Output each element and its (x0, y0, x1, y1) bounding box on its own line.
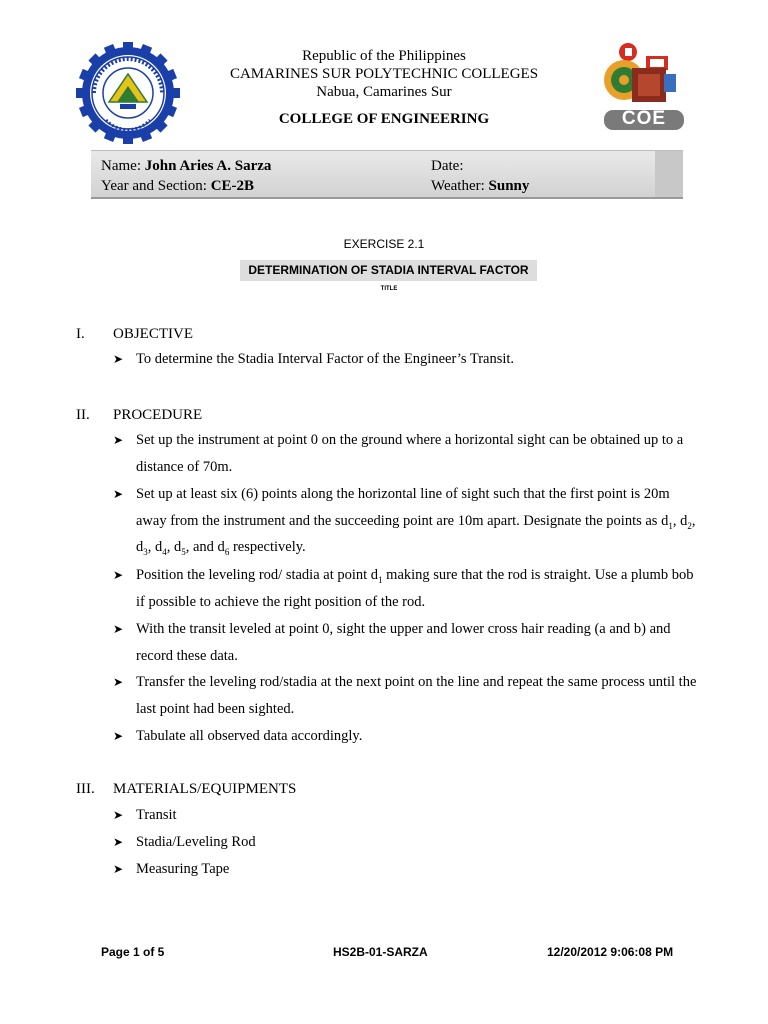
section-objective-number: I. (76, 326, 85, 342)
objective-item (113, 346, 698, 373)
name-label: Name: (101, 158, 141, 174)
materials-item-text: Transit (136, 807, 177, 823)
arrow-bullet-icon: ➤ (113, 808, 124, 822)
footer-page-number: Page 1 of 5 (101, 945, 165, 959)
procedure-item (113, 427, 698, 480)
info-box-shade (655, 151, 683, 197)
procedure-item (113, 616, 698, 669)
section-procedure-title: PROCEDURE (113, 407, 203, 423)
header-line-school: CAMARINES SUR POLYTECHNIC COLLEGES (229, 66, 539, 82)
procedure-item (113, 669, 698, 722)
coe-logo-text: COE (621, 108, 667, 129)
section-objective-title: OBJECTIVE (113, 326, 193, 342)
section-procedure-number: II. (76, 407, 90, 423)
procedure-item-text: Transfer the leveling rod/stadia at the next point on the line and repeat the same process until the last point had been sighted. (136, 674, 697, 717)
procedure-item (113, 562, 698, 615)
title-caption: TITLE (380, 286, 398, 292)
weather-field (431, 177, 529, 195)
arrow-bullet-icon: ➤ (113, 487, 124, 501)
arrow-bullet-icon: ➤ (113, 675, 124, 689)
arrow-bullet-icon: ➤ (113, 568, 124, 582)
section-label: Year and Section: (101, 178, 207, 194)
date-label: Date: (431, 158, 464, 174)
materials-item-text: Stadia/Leveling Rod (136, 834, 256, 850)
materials-item-text: Measuring Tape (136, 861, 230, 877)
procedure-item-text: Set up at least six (6) points along the horizontal line of sight such that the first point is 20m away from the instrument and the succeeding point are 10m apart. Designate the points as $d_1$, $d_2$, $d_3$, $d_4$, $d_5$, and $d_6$ respectively. (136, 486, 696, 558)
weather-label: Weather: (431, 178, 485, 194)
exercise-title: DETERMINATION OF STADIA INTERVAL FACTOR (240, 260, 537, 281)
section-field (101, 177, 254, 195)
name-field (101, 157, 271, 175)
procedure-item-text: Tabulate all observed data accordingly. (136, 728, 363, 744)
section-materials-title: MATERIALS/EQUIPMENTS (113, 781, 297, 797)
header-line-address: Nabua, Camarines Sur (316, 84, 452, 100)
materials-item (113, 829, 698, 856)
exercise-number: EXERCISE 2.1 (343, 237, 425, 251)
section-materials-number: III. (76, 781, 95, 797)
header-line-republic: Republic of the Philippines (302, 48, 466, 64)
objective-item-text: To determine the Stadia Interval Factor of the Engineer’s Transit. (136, 351, 515, 367)
procedure-item-text: Position the leveling rod/ stadia at point $d_1$ making sure that the rod is straight. Use a plumb bob if possible to achieve the right position of the rod. (136, 567, 694, 610)
student-info-box (91, 150, 683, 199)
arrow-bullet-icon: ➤ (113, 352, 124, 366)
arrow-bullet-icon: ➤ (113, 729, 124, 743)
procedure-item (113, 481, 698, 561)
footer-timestamp: 12/20/2012 9:06:08 PM (547, 945, 674, 959)
name-value: John Aries A. Sarza (144, 158, 272, 174)
footer-document-id: HS2B-01-SARZA (333, 945, 428, 959)
date-field (431, 157, 463, 175)
arrow-bullet-icon: ➤ (113, 622, 124, 636)
header-college: COLLEGE OF ENGINEERING (278, 111, 490, 127)
arrow-bullet-icon: ➤ (113, 835, 124, 849)
weather-value: Sunny (488, 178, 530, 194)
procedure-item-text: With the transit leveled at point 0, sight the upper and lower cross hair reading (a and b) and record these data. (136, 621, 671, 664)
procedure-item-text: Set up the instrument at point 0 on the ground where a horizontal sight can be obtained up to a distance of 70m. (136, 432, 684, 475)
procedure-item (113, 723, 698, 750)
materials-item (113, 802, 698, 829)
section-value: CE-2B (210, 178, 255, 194)
arrow-bullet-icon: ➤ (113, 862, 124, 876)
materials-item (113, 856, 698, 883)
arrow-bullet-icon: ➤ (113, 433, 124, 447)
